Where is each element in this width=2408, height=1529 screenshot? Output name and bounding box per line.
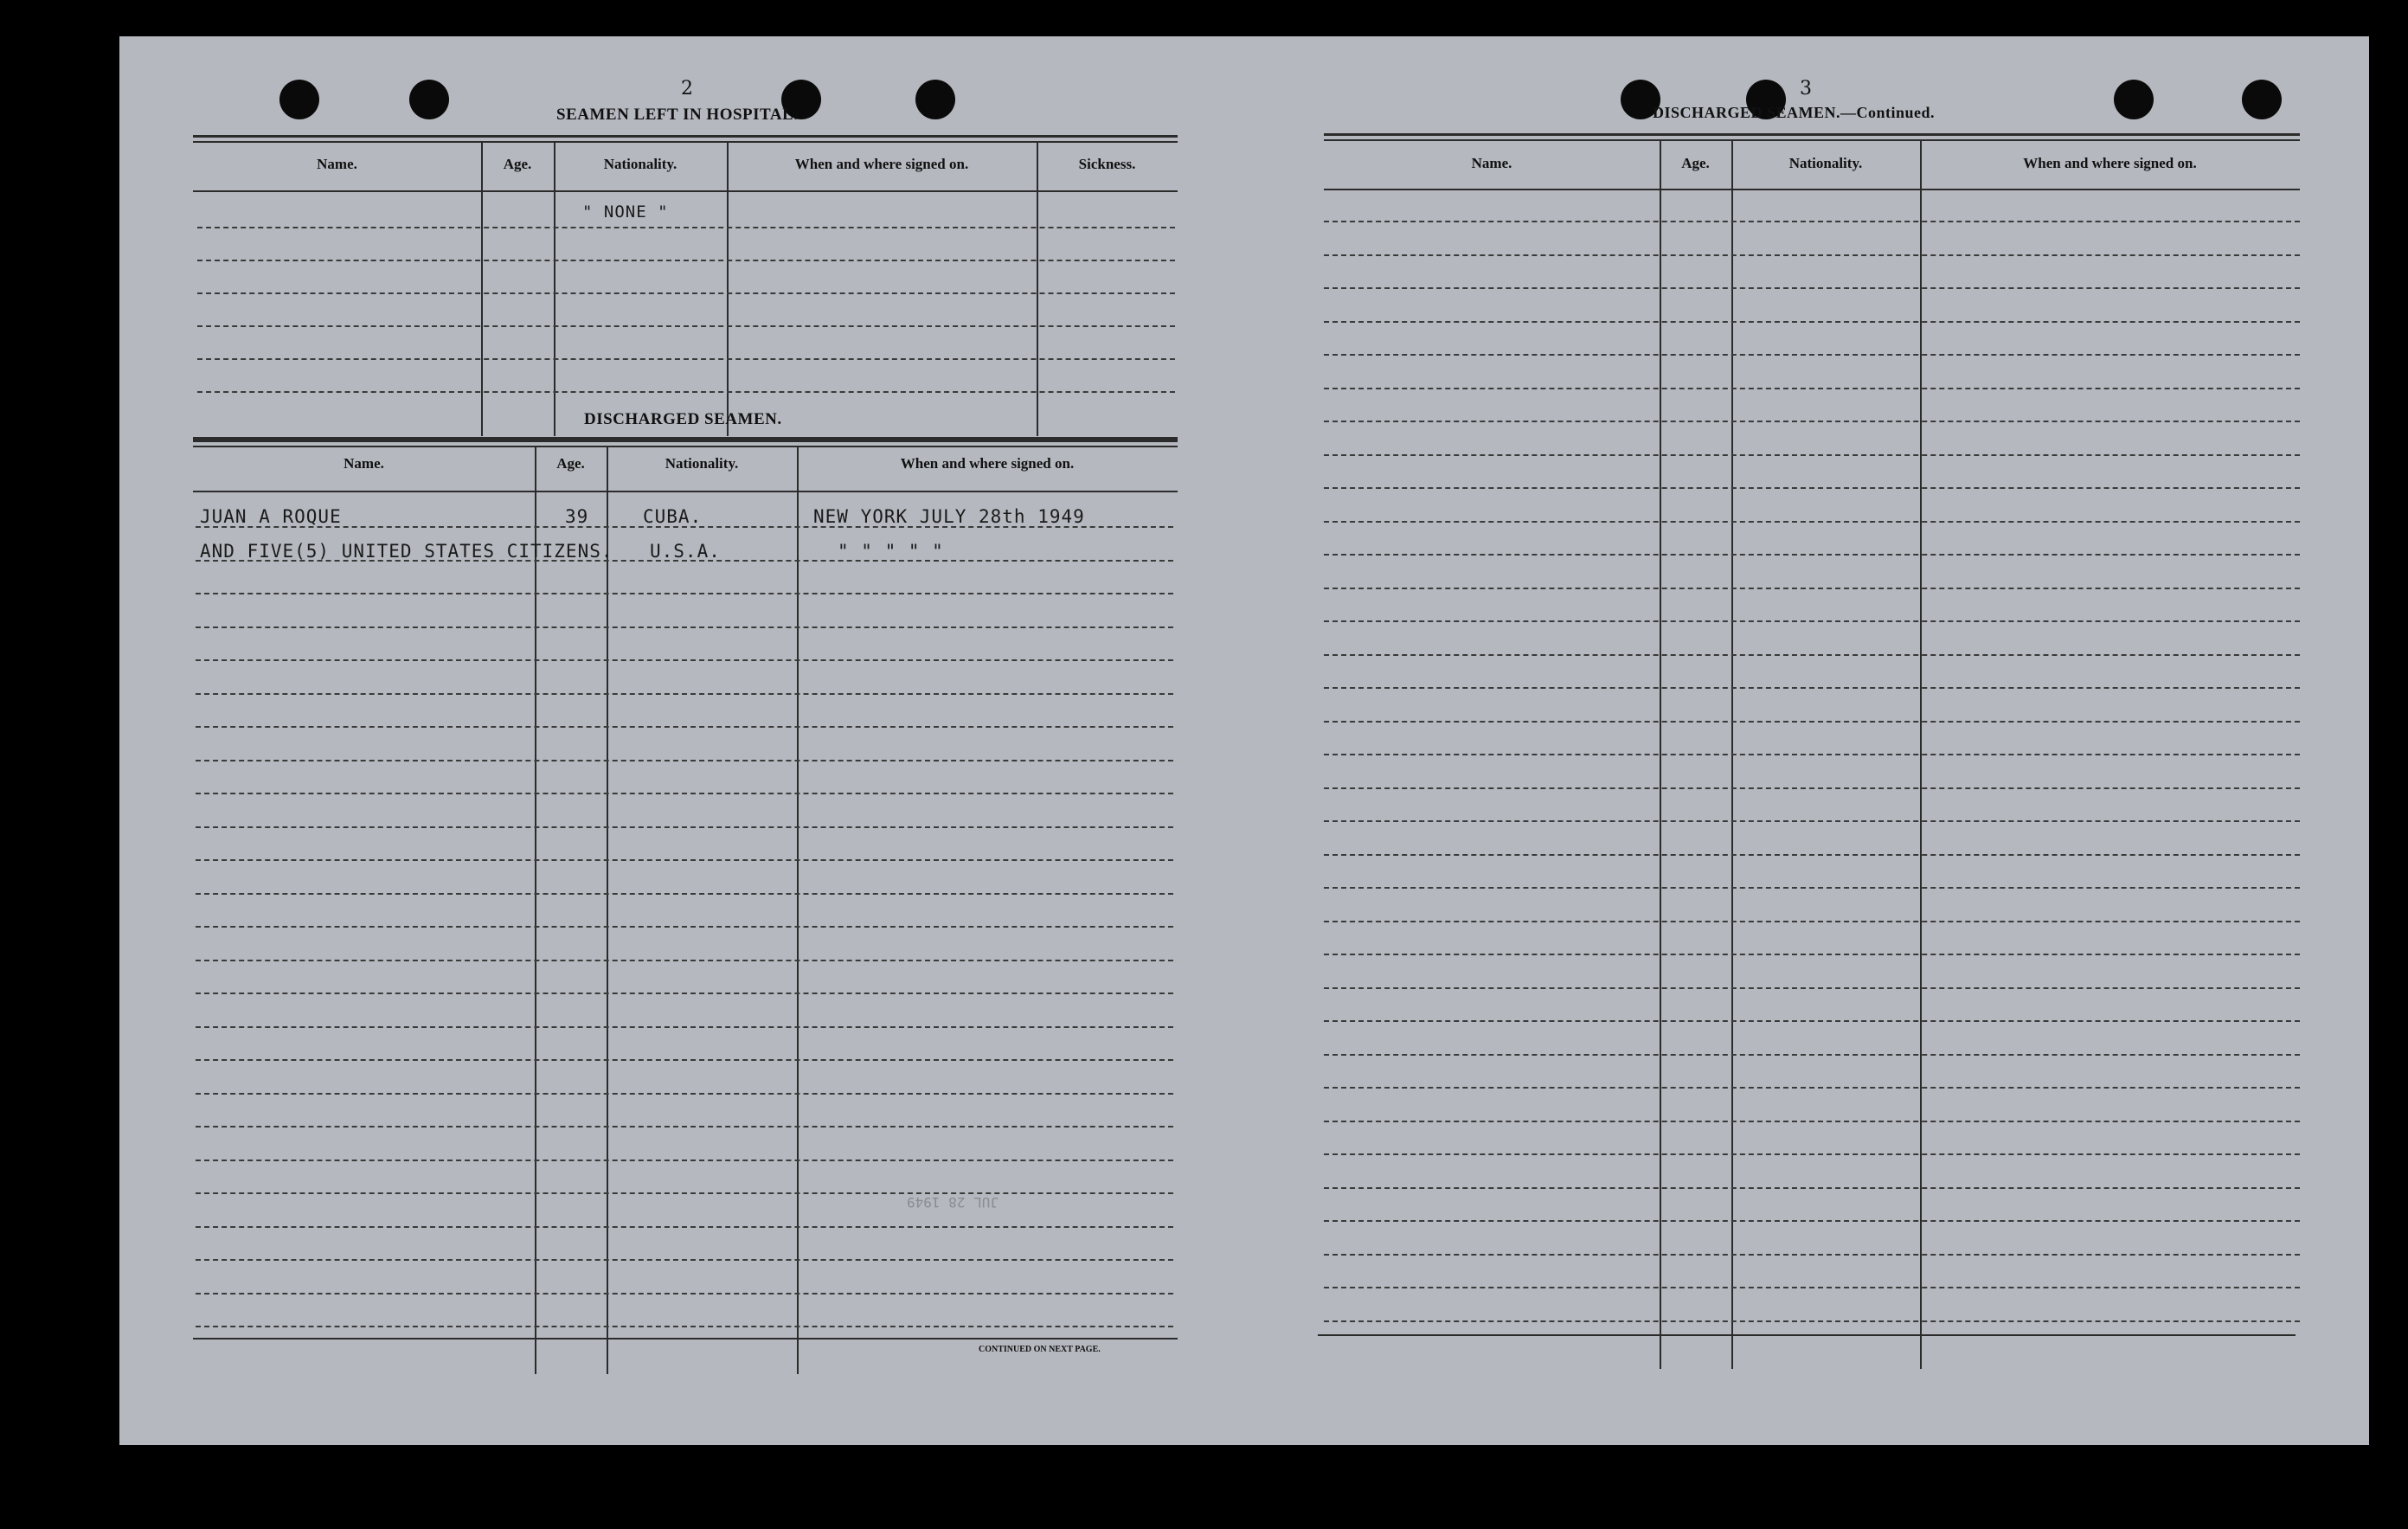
ruled-line — [1324, 620, 2300, 622]
discharged-continued-title: DISCHARGED SEAMEN.—Continued. — [1653, 104, 1936, 121]
ruled-line — [1324, 1087, 2300, 1089]
ruled-line — [1324, 487, 2300, 489]
ruled-line — [1324, 321, 2300, 323]
ruled-line — [196, 1093, 1173, 1095]
ruled-line — [1324, 1287, 2300, 1288]
ruled-line — [197, 260, 1175, 261]
col-age: Age. — [1681, 155, 1710, 171]
ruled-line — [1324, 554, 2300, 556]
col-nationality: Nationality. — [665, 455, 739, 472]
ruled-line — [196, 960, 1173, 961]
rule — [193, 135, 1178, 138]
ruled-line — [1324, 787, 2300, 789]
col-name: Name. — [344, 455, 384, 472]
ruled-line — [196, 760, 1173, 761]
rule — [1318, 1334, 2296, 1336]
ruled-line — [1324, 1187, 2300, 1189]
ruled-line — [1324, 1054, 2300, 1056]
entry-name: JUAN A ROQUE — [200, 506, 342, 527]
ruled-line — [196, 1293, 1173, 1295]
ruled-line — [196, 593, 1173, 594]
ruled-line — [196, 1160, 1173, 1161]
col-nationality: Nationality. — [603, 156, 677, 172]
ruled-line — [1324, 887, 2300, 889]
ruled-line — [196, 626, 1173, 628]
ruled-line — [197, 292, 1175, 294]
ruled-line — [196, 1059, 1173, 1061]
column-divider — [797, 446, 799, 1374]
ruled-line — [196, 1026, 1173, 1028]
ruled-line — [1324, 588, 2300, 589]
punch-hole — [2114, 80, 2154, 119]
ruled-line — [196, 659, 1173, 661]
ruled-line — [197, 391, 1175, 393]
entry-nationality: U.S.A. — [650, 541, 721, 562]
col-signed-on: When and where signed on. — [2023, 155, 2197, 171]
ruled-line — [196, 993, 1173, 994]
ruled-line — [196, 793, 1173, 794]
entry-name: AND FIVE(5) UNITED STATES CITIZENS. — [200, 541, 613, 562]
rule — [1324, 189, 2300, 190]
col-sickness: Sickness. — [1078, 156, 1136, 172]
col-name: Name. — [317, 156, 357, 172]
ruled-line — [1324, 987, 2300, 989]
ruled-line — [196, 1126, 1173, 1127]
rule — [1324, 133, 2300, 136]
ruled-line — [1324, 754, 2300, 755]
ruled-line — [1324, 1254, 2300, 1256]
discharged-section-title: DISCHARGED SEAMEN. — [584, 410, 782, 428]
col-name: Name. — [1471, 155, 1512, 171]
ruled-line — [196, 726, 1173, 728]
ruled-line — [1324, 1153, 2300, 1155]
entry-nationality: CUBA. — [643, 506, 703, 527]
page-number-left: 2 — [681, 78, 693, 100]
continued-note: CONTINUED ON NEXT PAGE. — [979, 1345, 1101, 1354]
hospital-section-title: SEAMEN LEFT IN HOSPITAL. — [556, 106, 799, 124]
ruled-line — [1324, 287, 2300, 289]
ruled-line — [197, 358, 1175, 360]
ruled-line — [196, 1259, 1173, 1261]
ruled-line — [1324, 954, 2300, 955]
ruled-line — [1324, 1121, 2300, 1122]
hospital-none-entry: " NONE " — [582, 202, 669, 222]
col-signed-on: When and where signed on. — [900, 455, 1075, 472]
column-divider — [535, 446, 536, 1374]
entry-signed-on: NEW YORK JULY 28th 1949 — [813, 506, 1085, 527]
ruled-line — [1324, 820, 2300, 822]
col-age: Age. — [503, 156, 532, 172]
ruled-line — [1324, 654, 2300, 656]
ruled-line — [197, 227, 1175, 228]
ruled-line — [1324, 687, 2300, 689]
entry-signed-on: " " " " " — [838, 541, 944, 562]
ruled-line — [1324, 354, 2300, 356]
rule — [193, 1338, 1178, 1339]
ruled-line — [196, 893, 1173, 895]
rule — [193, 190, 1178, 192]
ruled-line — [1324, 421, 2300, 422]
punch-hole — [2242, 80, 2282, 119]
ruled-line — [196, 1226, 1173, 1228]
ruled-line — [196, 1192, 1173, 1194]
rule — [1324, 139, 2300, 141]
ruled-line — [1324, 454, 2300, 456]
ruled-line — [196, 859, 1173, 861]
punch-hole — [409, 80, 449, 119]
col-age: Age. — [556, 455, 585, 472]
column-divider — [607, 446, 608, 1374]
ruled-line — [196, 693, 1173, 695]
rule — [193, 141, 1178, 143]
ruled-line — [196, 1326, 1173, 1327]
ruled-line — [1324, 854, 2300, 856]
ruled-line — [1324, 521, 2300, 523]
ruled-line — [1324, 921, 2300, 922]
punch-hole — [279, 80, 319, 119]
ruled-line — [1324, 1220, 2300, 1222]
col-nationality: Nationality. — [1788, 155, 1863, 171]
rule — [193, 446, 1178, 447]
col-signed-on: When and where signed on. — [794, 156, 969, 172]
entry-age: 39 — [565, 506, 589, 527]
page-number-right: 3 — [1800, 78, 1812, 100]
rule — [193, 440, 1178, 442]
ruled-line — [1324, 1320, 2300, 1322]
document-sheet — [119, 36, 2369, 1445]
ruled-line — [1324, 254, 2300, 256]
ruled-line — [1324, 721, 2300, 723]
ruled-line — [197, 325, 1175, 327]
ruled-line — [1324, 1020, 2300, 1022]
bleed-through-stamp: JUL 28 1949 — [907, 1194, 999, 1211]
ruled-line — [196, 826, 1173, 828]
punch-hole — [915, 80, 955, 119]
rule — [193, 491, 1178, 492]
ruled-line — [196, 926, 1173, 928]
ruled-line — [1324, 388, 2300, 389]
ruled-line — [1324, 221, 2300, 222]
